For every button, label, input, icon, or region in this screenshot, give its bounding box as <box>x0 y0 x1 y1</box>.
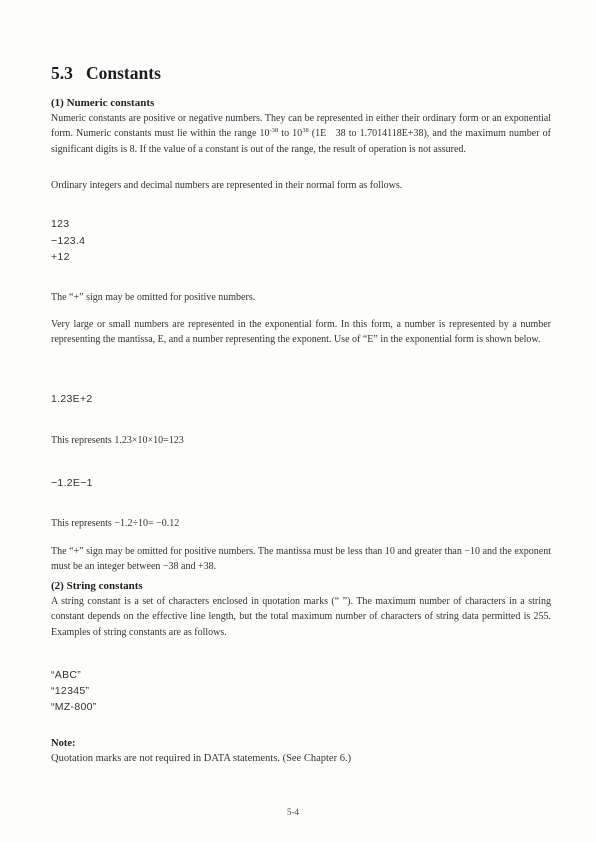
string-constants-heading: (2) String constants <box>51 580 143 592</box>
range-exponent-min: -38 <box>269 127 279 135</box>
note-label: Note: <box>51 738 76 749</box>
example-exponential-1: 1.23E+2 <box>51 393 93 405</box>
string-example-digits: “12345” <box>51 685 90 697</box>
plus-sign-note: The “+” sign may be omitted for positive numbers. <box>51 292 256 303</box>
mantissa-rules-paragraph: The “+” sign may be omitted for positive numbers. The mantissa must be less than 10 and greater than −10 and the exponent must be an integer between −38 and +38. <box>51 546 551 573</box>
numeric-intro-part3: (1E 38 to 1.7014118E+38), and the maximum number of significant digits is 8. If the value of a constant is out of the range, the result of operation is not assured. <box>51 128 551 155</box>
range-exponent-max: 38 <box>302 127 309 135</box>
example-positive: +12 <box>51 251 70 263</box>
section-number: 5.3 <box>51 63 73 83</box>
ordinary-intro-paragraph: Ordinary integers and decimal numbers are represented in their normal form as follows. <box>51 180 403 191</box>
numeric-intro-paragraph <box>51 111 551 157</box>
numeric-intro-part1: Numeric constants are positive or negative numbers. They can be represented in either their ordinary form or an exponential form. Numeric constants must lie within the range 10 <box>51 113 551 140</box>
exponential-intro-paragraph: Very large or small numbers are represented in the exponential form. In this form, a number is represented by a number representing the mantissa, E, and a number representing the exponent. Use of “E” in the exponential form is shown below. <box>51 319 551 346</box>
represents-line-2: This represents −1.2÷10= −0.12 <box>51 518 180 529</box>
represents-line-1: This represents 1.23×10×10=123 <box>51 435 184 446</box>
example-exponential-2: −1.2E−1 <box>51 477 93 489</box>
section-title-text: Constants <box>86 63 161 83</box>
example-integer: 123 <box>51 218 70 230</box>
string-example-model: “MZ-800” <box>51 701 97 713</box>
string-constants-paragraph: A string constant is a set of characters enclosed in quotation marks (“ ”). The maximum number of characters in a string constant depends on the effective line length, but the total maximum number of characters of string data permitted is 255. Examples of string constants are as follows. <box>51 596 551 638</box>
example-decimal: −123.4 <box>51 235 86 247</box>
page-number: 5-4 <box>287 807 299 817</box>
note-text: Quotation marks are not required in DATA statements. (See Chapter 6.) <box>51 753 352 764</box>
section-title <box>51 63 161 84</box>
numeric-intro-part2: to 10 <box>278 128 303 140</box>
string-example-abc: “ABC” <box>51 669 82 681</box>
numeric-constants-heading: (1) Numeric constants <box>51 97 155 109</box>
